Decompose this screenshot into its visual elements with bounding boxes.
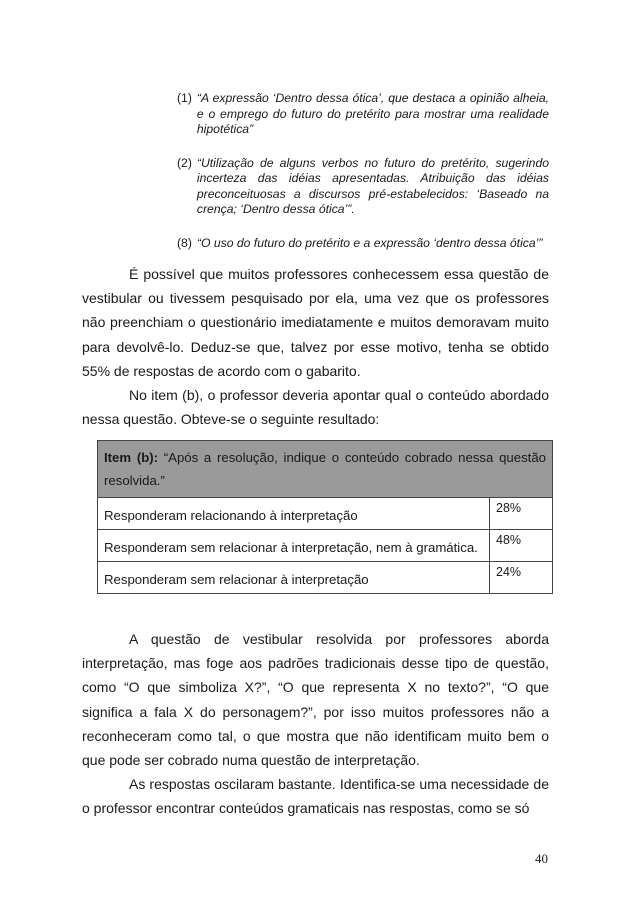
body-section-1 xyxy=(82,262,549,431)
quoted-answers xyxy=(177,91,549,269)
table-row xyxy=(98,530,553,562)
quote-text: “Utilização de alguns verbos no futuro do pretérito, sugerindo incerteza das idéias apresentadas. Atribuição das idéias preconceituosas a discursos pré-estabelecidos: ‘Baseado na crença; ‘Dentro dessa ótica’”. xyxy=(196,155,549,216)
quote-text: “O uso do futuro do pretérito e a expressão ‘dentro dessa ótica’” xyxy=(196,235,543,250)
table-header-item-label: Item (b): xyxy=(104,450,159,465)
table-cell-label: Responderam sem relacionar à interpretação xyxy=(98,562,490,594)
quote-item xyxy=(177,91,549,138)
table-cell-percent: 48% xyxy=(490,530,553,562)
table-header-cell xyxy=(98,441,553,498)
quote-item xyxy=(177,156,549,218)
paragraph: É possível que muitos professores conhecessem essa questão de vestibular ou tivessem pesquisado por ela, uma vez que os professores não preenchiam o questionário imediatamente e muitos demoravam muito para devolvê-lo. Deduz-se que, talvez por esse motivo, tenha se obtido 55% de respostas de acordo com o gabarito. xyxy=(82,266,549,379)
paragraph: A questão de vestibular resolvida por professores aborda interpretação, mas foge aos padrões tradicionais desse tipo de questão, como “O que simboliza X?”, “O que representa X no texto?”, “O que significa a fala X do personagem?”, por isso muitos professores não a reconheceram como tal, o que mostra que não identificam muito bem o que pode ser cobrado numa questão de interpretação. xyxy=(82,631,549,769)
body-section-2 xyxy=(82,627,549,821)
quote-number: (1) xyxy=(177,91,192,105)
results-table xyxy=(97,440,553,594)
table-cell-percent: 28% xyxy=(490,498,553,530)
quote-item xyxy=(177,236,549,252)
paragraph: No item (b), o professor deveria apontar qual o conteúdo abordado nessa questão. Obteve-se o seguinte resultado: xyxy=(82,387,549,428)
table-cell-percent: 24% xyxy=(490,562,553,594)
table-cell-label: Responderam relacionando à interpretação xyxy=(98,498,490,530)
page-number: 40 xyxy=(535,851,548,866)
paragraph: As respostas oscilaram bastante. Identifica-se uma necessidade de o professor encontrar conteúdos gramaticais nas respostas, como se só xyxy=(82,776,549,817)
quote-number: (2) xyxy=(177,155,192,170)
quote-text: “A expressão ‘Dentro dessa ótica’, que destaca a opinião alheia, e o emprego do futuro do pretérito para mostrar uma realidade hipotética” xyxy=(196,91,549,136)
table-header-question: “Após a resolução, indique o conteúdo cobrado nessa questão resolvida.” xyxy=(104,450,546,488)
table-row xyxy=(98,562,553,594)
table-row xyxy=(98,498,553,530)
table-cell-label: Responderam sem relacionar à interpretação, nem à gramática. xyxy=(98,530,490,562)
table-header-row xyxy=(98,441,553,498)
quote-number: (8) xyxy=(177,235,192,250)
